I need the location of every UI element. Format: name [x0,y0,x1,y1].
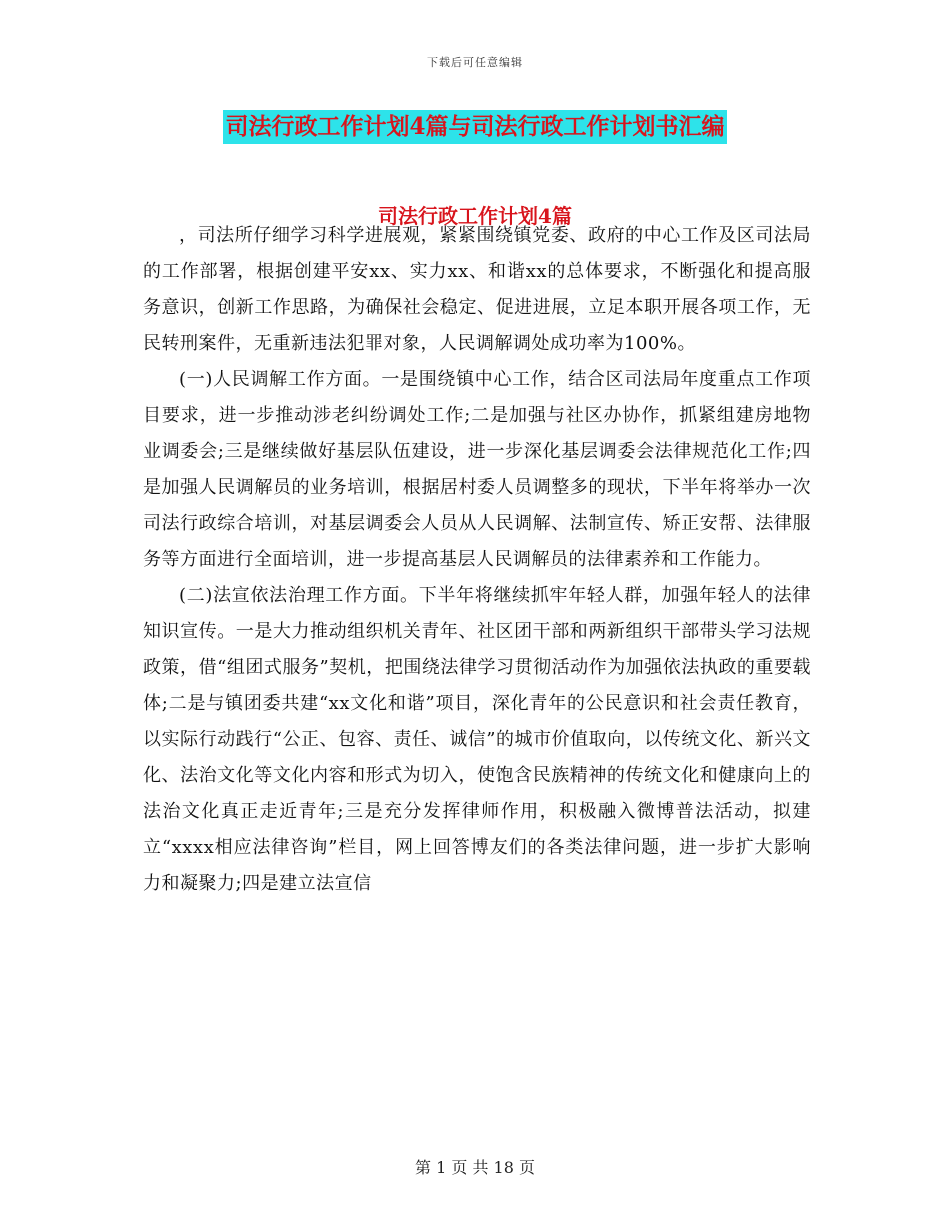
main-title-text: 司法行政工作计划4篇与司法行政工作计划书汇编 [223,110,726,144]
paragraph-1: ，司法所仔细学习科学进展观，紧紧围绕镇党委、政府的中心工作及区司法局的工作部署，根据创建平安xx、实力xx、和谐xx的总体要求，不断强化和提高服务意识，创新工作思路，为确保社会稳定、促进进展，立足本职开展各项工作，无民转刑案件，无重新违法犯罪对象，人民调解调处成功率为100%。 [143,225,811,354]
paragraph-2: (一)人民调解工作方面。一是围绕镇中心工作，结合区司法局年度重点工作项目要求，进一步推动涉老纠纷调处工作;二是加强与社区办协作，抓紧组建房地物业调委会;三是继续做好基层队伍建设，进一步深化基层调委会法律规范化工作;四是加强人民调解员的业务培训，根据居村委人员调整多的现状，下半年将举办一次司法行政综合培训，对基层调委会人员从人民调解、法制宣传、矫正安帮、法律服务等方面进行全面培训，进一步提高基层人民调解员的法律素养和工作能力。 [143,369,811,570]
paragraph-3: (二)法宣依法治理工作方面。下半年将继续抓牢年轻人群，加强年轻人的法律知识宣传。一是大力推动组织机关青年、社区团干部和两新组织干部带头学习法规政策，借“组团式服务”契机，把围绕法律学习贯彻活动作为加强依法执政的重要载体;二是与镇团委共建“xx文化和谐”项目，深化青年的公民意识和社会责任教育，以实际行动践行“公正、包容、责任、诚信”的城市价值取向，以传统文化、新兴文化、法治文化等文化内容和形式为切入，使饱含民族精神的传统文化和健康向上的法治文化真正走近青年;三是充分发挥律师作用，积极融入微博普法活动，拟建立“xxxx相应法律咨询”栏目，网上回答博友们的各类法律问题，进一步扩大影响力和凝聚力;四是建立法宣信 [143,585,811,894]
document-body [143,218,811,902]
sub-title: 司法行政工作计划4篇 [378,204,572,228]
page-header-note: 下载后可任意编辑 [427,56,523,69]
page-number: 第 1 页 共 18 页 [415,1158,535,1177]
main-title [0,110,950,144]
